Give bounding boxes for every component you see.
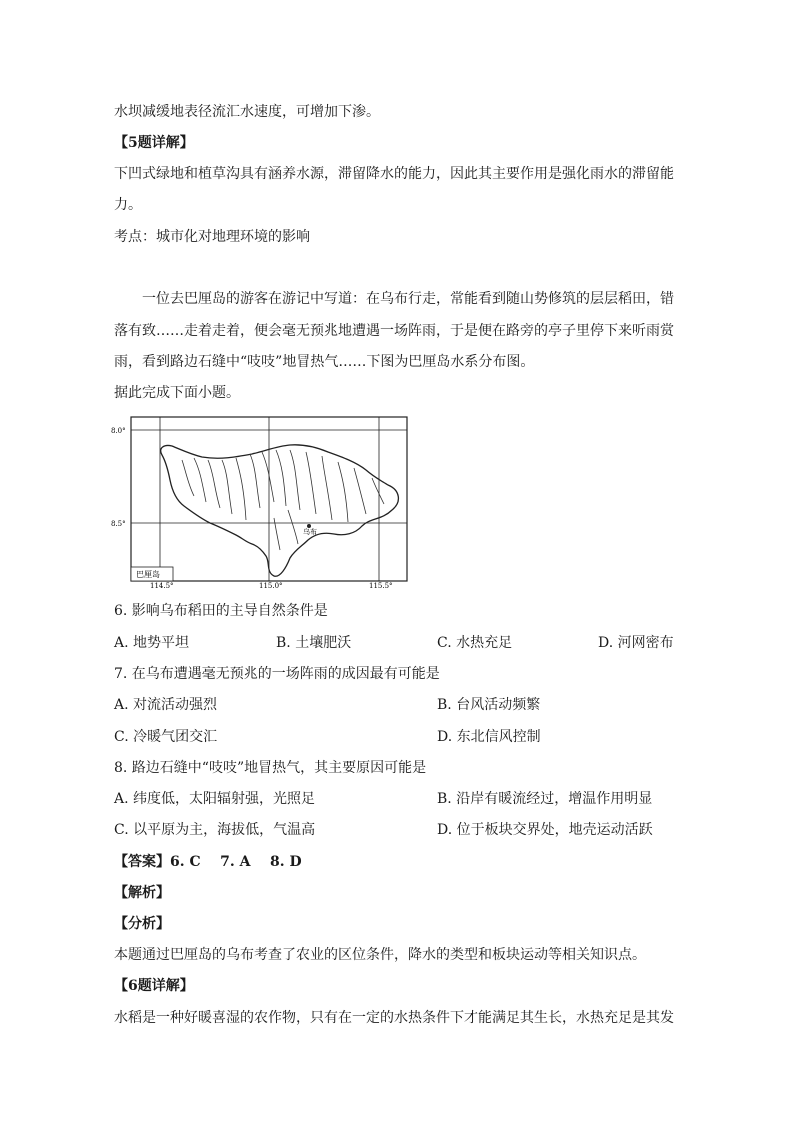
q6-option-d: D. 河网密布 — [598, 635, 674, 651]
bali-island-outline — [161, 445, 399, 576]
q6-option-c: C. 水热充足 — [437, 635, 513, 651]
q7-option-b: B. 台风活动频繁 — [437, 697, 541, 713]
text-line: 一位去巴厘岛的游客在游记中写道：在乌布行走，常能看到随山势修筑的层层稻田，错 — [142, 291, 674, 307]
longitude-label-3: 115.5° — [369, 582, 393, 588]
ubud-label: 乌布 — [303, 528, 317, 536]
section-heading-q6: 【6题详解】 — [114, 978, 194, 994]
question-7-stem: 7. 在乌布遭遇毫无预兆的一场阵雨的成因最有可能是 — [114, 666, 440, 682]
text-line: 水坝减缓地表径流汇水速度，可增加下渗。 — [114, 104, 380, 120]
analysis-text: 本题通过巴厘岛的乌布考查了农业的区位条件，降水的类型和板块运动等相关知识点。 — [114, 947, 646, 963]
text-line: 力。 — [114, 197, 142, 213]
question-6-stem: 6. 影响乌布稻田的主导自然条件是 — [114, 603, 328, 619]
q7-option-d: D. 东北信风控制 — [437, 729, 541, 745]
text-line: 据此完成下面小题。 — [114, 385, 240, 401]
q6-option-a: A. 地势平坦 — [114, 635, 190, 651]
text-line: 下凹式绿地和植草沟具有涵养水源，滞留降水的能力，因此其主要作用是强化雨水的滞留能 — [114, 166, 674, 182]
text-line: 落有致……走着走着，便会毫无预兆地遭遇一场阵雨，于是便在路旁的亭子里停下来听雨赏 — [114, 323, 674, 339]
q8-option-c: C. 以平原为主，海拔低，气温高 — [114, 822, 316, 838]
q8-option-a: A. 纬度低，太阳辐射强，光照足 — [114, 791, 316, 807]
text-line: 考点：城市化对地理环境的影响 — [114, 229, 310, 245]
rivers — [182, 450, 384, 550]
q7-option-a: A. 对流活动强烈 — [114, 697, 218, 713]
question-8-stem: 8. 路边石缝中“吱吱”地冒热气，其主要原因可能是 — [114, 760, 427, 776]
latitude-label-bottom: 8.5° — [111, 520, 126, 528]
analysis-heading: 【解析】 — [114, 885, 170, 901]
section-heading-q5: 【5题详解】 — [114, 135, 194, 151]
latitude-label-top: 8.0° — [111, 427, 126, 435]
bali-water-system-map — [110, 410, 415, 588]
q6-option-b: B. 土壤肥沃 — [276, 635, 352, 651]
q7-option-c: C. 冷暖气团交汇 — [114, 729, 218, 745]
text-line: 雨，看到路边石缝中“吱吱”地冒热气……下图为巴厘岛水系分布图。 — [114, 354, 535, 370]
answer-line: 【答案】6. C 7. A 8. D — [114, 854, 302, 870]
longitude-label-2: 115.0° — [259, 582, 283, 588]
q6-detail-text: 水稻是一种好暖喜湿的农作物，只有在一定的水热条件下才能满足其生长，水热充足是其发 — [114, 1010, 674, 1026]
q8-option-b: B. 沿岸有暖流经过，增温作用明显 — [437, 791, 653, 807]
longitude-label-1: 114.5° — [150, 582, 174, 588]
analysis-subheading: 【分析】 — [114, 916, 170, 932]
q8-option-d: D. 位于板块交界处，地壳运动活跃 — [437, 822, 653, 838]
map-legend-label: 巴厘岛 — [136, 570, 160, 579]
